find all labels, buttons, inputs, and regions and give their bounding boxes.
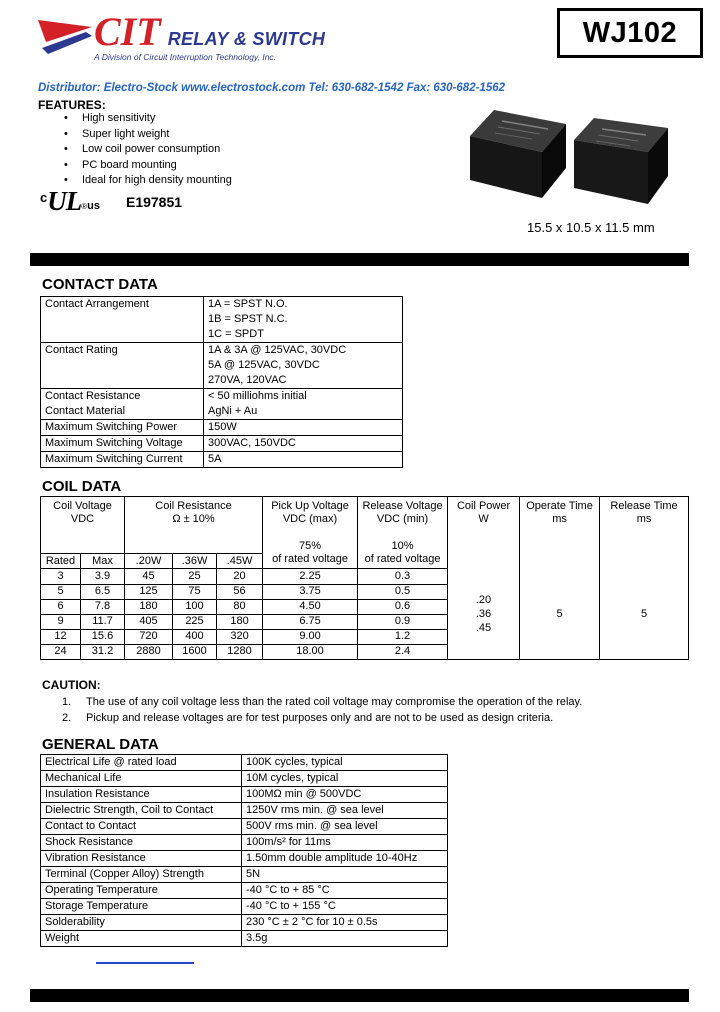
row-value: 5A [204,452,403,468]
cell: 0.6 [358,599,448,614]
cell: 75 [173,584,217,599]
row-label: Vibration Resistance [41,851,242,867]
row-label: Electrical Life @ rated load [41,755,242,771]
coil-header-row [41,497,689,554]
cell: 3 [41,569,81,584]
cell: 45 [125,569,173,584]
cell: 400 [173,629,217,644]
row-label: Contact Rating [41,343,204,389]
caution-list [62,694,694,726]
table-row [41,819,448,835]
row-value: -40 °C to + 85 °C [242,883,448,899]
cell: 320 [217,629,263,644]
coil-power-value: .20 [475,594,492,606]
release-voltage-header: Release Voltage VDC (min) 10% of rated voltage [358,497,448,569]
cell: 405 [125,614,173,629]
divider-bar-top [30,253,689,266]
coil-voltage-header: Coil Voltage VDC [41,497,125,554]
cell: 11.7 [81,614,125,629]
contact-data-table [40,296,403,468]
row-value: 100m/s² for 11ms [242,835,448,851]
row-label: Operating Temperature [41,883,242,899]
release-time-value: 5 [640,608,648,620]
ul-file-number: E197851 [125,194,183,210]
cell: 2.4 [358,644,448,659]
table-row [41,771,448,787]
row-value: 5N [242,867,448,883]
cell: 9.00 [263,629,358,644]
cell: 20 [217,569,263,584]
cell: 720 [125,629,173,644]
row-value: 100MΩ min @ 500VDC [242,787,448,803]
cell: 31.2 [81,644,125,659]
brand-tagline: A Division of Circuit Interruption Technology, Inc. [94,52,277,62]
row-value: 1C = SPDT [208,328,264,340]
cell: 24 [41,644,81,659]
cell: 0.9 [358,614,448,629]
row-value: < 50 milliohms initial [208,390,307,402]
cell: 0.5 [358,584,448,599]
certification-row [40,188,182,214]
cell: 3.9 [81,569,125,584]
row-value: AgNi + Au [208,405,258,417]
coil-power-value: .45 [475,622,492,634]
cell [204,297,403,343]
cell: 80 [217,599,263,614]
general-data-table [40,754,448,947]
cell: 2880 [125,644,173,659]
row-value: 300VAC, 150VDC [204,436,403,452]
cell: 9 [41,614,81,629]
row-label: Contact Resistance [45,390,141,402]
cell: 180 [125,599,173,614]
feature-text: High sensitivity [82,112,156,124]
row-label: Maximum Switching Current [41,452,204,468]
bullet-icon: • [64,127,68,140]
release-time-column: Release Time ms 5 [600,497,689,660]
cell: 1.2 [358,629,448,644]
general-data-heading: GENERAL DATA [42,736,159,753]
table-row [41,343,403,389]
row-value: 1A = SPST N.O. [208,298,288,310]
coil-data-heading: COIL DATA [42,478,122,495]
table-row [41,389,403,420]
cell [41,389,204,420]
cell: 6.5 [81,584,125,599]
table-row [41,899,448,915]
bullet-icon: • [64,112,68,124]
model-number: WJ102 [582,16,678,49]
features-heading: FEATURES: [38,98,106,112]
table-row [41,452,403,468]
table-row [41,867,448,883]
table-row [41,915,448,931]
features-list [64,112,232,190]
bullet-icon: • [64,143,68,155]
cell: 7.8 [81,599,125,614]
brand-name: CIT [94,9,161,54]
caution-heading: CAUTION: [42,678,101,692]
caution-item: 1. The use of any coil voltage less than the rated coil voltage may compromise the operation of the relay. [62,696,583,708]
ul-certification-mark-icon: c UL ® us [40,186,100,216]
coil-power-column: Coil Power W .20 .36 .45 [448,497,520,660]
row-value: 100K cycles, typical [242,755,448,771]
cell: 12 [41,629,81,644]
product-dimensions: 15.5 x 10.5 x 11.5 mm [527,220,655,235]
table-row [41,883,448,899]
caution-text: The use of any coil voltage less than the rated coil voltage may compromise the operation of the relay. [86,696,583,708]
cell: 1280 [217,644,263,659]
coil-subheader-row: Rated Max .20W .36W .45W [41,554,689,569]
feature-text: PC board mounting [82,158,177,171]
row-value: 5A @ 125VAC, 30VDC [208,359,320,371]
table-row [41,436,403,452]
cell: 25 [173,569,217,584]
feature-text: Super light weight [82,127,170,140]
row-value: 1A & 3A @ 125VAC, 30VDC [208,344,347,356]
table-row [41,297,403,343]
row-value: 10M cycles, typical [242,771,448,787]
pick-up-voltage-header: Pick Up Voltage VDC (max) 75% of rated voltage [263,497,358,569]
relay-product-image [468,106,572,202]
row-label: Solderability [41,915,242,931]
bullet-icon: • [64,174,68,186]
table-row [41,851,448,867]
feature-item [64,159,232,175]
row-label: Contact Arrangement [41,297,204,343]
row-value: 1250V rms min. @ sea level [242,803,448,819]
feature-item [64,112,232,128]
row-label: Contact Material [45,405,126,417]
feature-item [64,128,232,144]
cit-logo [36,9,326,62]
cell: 100 [173,599,217,614]
cell: 5 [41,584,81,599]
cell: 4.50 [263,599,358,614]
caution-text: Pickup and release voltages are for test purposes only and are not to be used as design criteria. [86,712,554,724]
row-label: Maximum Switching Power [41,420,204,436]
cell: 2.25 [263,569,358,584]
row-label: Contact to Contact [41,819,242,835]
operate-time-column: Operate Time ms 5 [520,497,600,660]
operate-time-value: 5 [556,608,563,620]
relay-product-image [572,116,672,208]
cell: 0.3 [358,569,448,584]
cell: 18.00 [263,644,358,659]
divider-bar-bottom [30,989,689,1002]
contact-data-heading: CONTACT DATA [42,276,158,293]
row-label: Terminal (Copper Alloy) Strength [41,867,242,883]
coil-power-value: .36 [475,608,492,620]
cell: 3.75 [263,584,358,599]
table-row [41,835,448,851]
bullet-icon: • [64,158,68,171]
row-label: Insulation Resistance [41,787,242,803]
row-value: 230 °C ± 2 °C for 10 ± 0.5s [242,915,448,931]
table-row [41,803,448,819]
distributor-line: Distributor: Electro-Stock www.electrostock.com Tel: 630-682-1542 Fax: 630-682-1562 [38,82,506,94]
row-label: Mechanical Life [41,771,242,787]
caution-item: 2. Pickup and release voltages are for test purposes only and are not to be used as design criteria. [62,712,554,724]
feature-item [64,143,232,159]
brand-suffix: RELAY & SWITCH [167,29,326,49]
coil-data-table [40,496,689,660]
cell: 15.6 [81,629,125,644]
footer-link[interactable] [96,962,194,964]
cell [204,389,403,420]
row-value: 150W [204,420,403,436]
row-value: 1.50mm double amplitude 10-40Hz [242,851,448,867]
row-value: 1B = SPST N.C. [208,313,288,325]
row-label: Shock Resistance [41,835,242,851]
table-row [41,420,403,436]
table-row [41,755,448,771]
row-value: 3.5g [242,931,448,947]
row-value: 270VA, 120VAC [208,374,287,386]
coil-resistance-header: Coil Resistance Ω ± 10% [125,497,263,554]
model-number-box [557,8,703,58]
cit-logo-flag-icon [36,20,92,56]
table-row [41,931,448,947]
row-label: Maximum Switching Voltage [41,436,204,452]
cell: 225 [173,614,217,629]
row-label: Weight [41,931,242,947]
cell: 125 [125,584,173,599]
row-label: Storage Temperature [41,899,242,915]
cell: 6 [41,599,81,614]
cell: 180 [217,614,263,629]
row-label: Dielectric Strength, Coil to Contact [41,803,242,819]
cell [204,343,403,389]
table-row [41,787,448,803]
row-value: -40 °C to + 155 °C [242,899,448,915]
feature-text: Low coil power consumption [82,143,221,155]
cell: 56 [217,584,263,599]
feature-text: Ideal for high density mounting [82,174,232,186]
cell: 1600 [173,644,217,659]
cell: 6.75 [263,614,358,629]
row-value: 500V rms min. @ sea level [242,819,448,835]
